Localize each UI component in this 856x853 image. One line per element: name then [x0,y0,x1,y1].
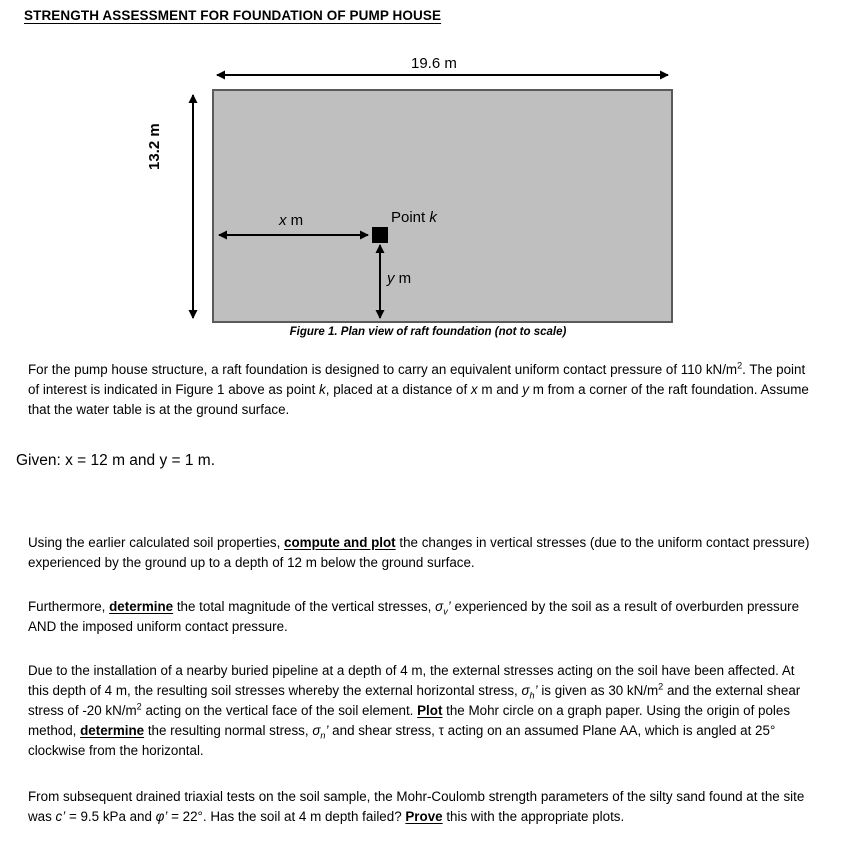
raft-foundation-diagram [0,45,856,350]
paragraph-compute: Using the earlier calculated soil properties, compute and plot the changes in vertical stresses (due to the uniform contact pressure) experienced by the ground up to a depth of 12 m below the ground surface. [28,535,810,570]
figure-1 [0,45,856,350]
paragraph-triaxial: From subsequent drained triaxial tests on the soil sample, the Mohr-Coulomb strength parameters of the silty sand found at the site was c’ = 9.5 kPa and φ’ = 22°. Has the soil at 4 m depth failed? Prove this with the appropriate plots. [28,789,805,824]
y-distance-label: y m [387,270,412,287]
figure-caption: Figure 1. Plan view of raft foundation (not to scale) [289,326,567,338]
page-title: STRENGTH ASSESSMENT FOR FOUNDATION OF PUMP HOUSE [24,8,442,23]
emphasis-plot: Plot [417,703,443,718]
emphasis-compute-and-plot: compute and plot [284,535,396,550]
emphasis-prove: Prove [405,809,443,824]
paragraph-intro: For the pump house structure, a raft foundation is designed to carry an equivalent uniform contact pressure of 110 $kN/m^2$. The point of interest is indicated in Figure 1 above as point k, placed at a distance of x m and y m from a corner of the raft foundation. Assume that the water table is at the ground surface. [28,360,809,417]
raft-rectangle [213,90,672,322]
point-k-marker [372,227,388,243]
paragraph-determine: Furthermore, determine the total magnitude of the vertical stresses, $\sigma_v$’ experienced by the soil as a result of overburden pressure AND the imposed uniform contact pressure. [28,599,800,634]
paragraph-pipeline: Due to the installation of a nearby buried pipeline at a depth of 4 m, the external stresses acting on the soil have been affected. At this depth of 4 m, the resulting soil stresses whereby the external horizontal stress, $\sigma_h$’ is given as 30 $kN/m^2$ and the external shear stress of -20 $kN/m^2$ acting on the vertical face of the soil element. Plot the Mohr circle on a graph paper. Using the origin of poles method, determine the resulting normal stress, $\sigma_n$’ and shear stress, τ acting on an assumed Plane AA, which is angled at 25° clockwise from the horizontal. [28,663,801,758]
width-dimension-label: 19.6 m [411,55,457,72]
point-k-label: Point k [391,209,437,226]
height-dimension-label: 13.2 m [146,123,163,170]
x-distance-label: x m [279,212,304,229]
emphasis-determine: determine [109,599,174,614]
paragraph-given: Given: x = 12 m and y = 1 m. [16,452,216,469]
emphasis-determine-2: determine [80,723,145,738]
